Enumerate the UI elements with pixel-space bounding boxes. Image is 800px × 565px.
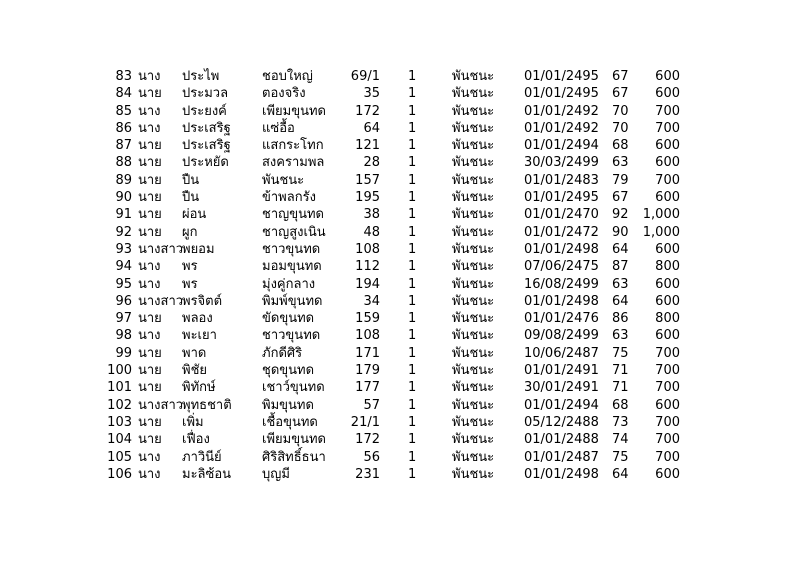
record-number: 92 <box>115 224 132 240</box>
allowance-amount: 700 <box>655 432 680 448</box>
name-title: นาย <box>138 207 162 223</box>
name-title: นาย <box>138 86 162 102</box>
house-number: 159 <box>355 311 380 327</box>
first-name: พร <box>182 259 198 275</box>
table-row <box>0 276 800 293</box>
first-name: พรจิตต์ <box>182 293 223 309</box>
first-name: พิชัย <box>182 363 208 379</box>
house-number: 171 <box>355 345 380 361</box>
name-title: นาย <box>138 345 162 361</box>
age: 74 <box>612 432 629 448</box>
village-number: 1 <box>408 155 417 171</box>
name-title: นาง <box>138 259 161 275</box>
allowance-amount: 700 <box>655 120 680 136</box>
allowance-amount: 700 <box>655 449 680 465</box>
village-number: 1 <box>408 259 417 275</box>
birth-date: 01/01/2487 <box>524 449 599 465</box>
district-name: พันชนะ <box>452 224 495 240</box>
village-number: 1 <box>408 120 417 136</box>
allowance-amount: 600 <box>655 190 680 206</box>
village-number: 1 <box>408 190 417 206</box>
village-number: 1 <box>408 241 417 257</box>
name-title: นาง <box>138 276 161 292</box>
first-name: พลอง <box>182 311 213 327</box>
house-number: 64 <box>363 120 380 136</box>
last-name: ชุดขุนทด <box>262 363 315 379</box>
allowance-amount: 600 <box>655 328 680 344</box>
record-number: 88 <box>115 155 132 171</box>
district-name: พันชนะ <box>452 380 495 396</box>
village-number: 1 <box>408 172 417 188</box>
table-row <box>0 345 800 362</box>
last-name: ขัดขุนทด <box>262 311 315 327</box>
house-number: 108 <box>355 241 380 257</box>
village-number: 1 <box>408 311 417 327</box>
village-number: 1 <box>408 414 417 430</box>
name-title: นางสาว <box>138 241 184 257</box>
district-name: พันชนะ <box>452 432 495 448</box>
age: 64 <box>612 293 629 309</box>
district-name: พันชนะ <box>452 69 495 84</box>
first-name: ประเสริฐ <box>182 120 231 136</box>
last-name: ชาวขุนทด <box>262 328 321 344</box>
house-number: 177 <box>355 380 380 396</box>
district-name: พันชนะ <box>452 449 495 465</box>
age: 63 <box>612 155 629 171</box>
last-name: แสกระโทก <box>262 138 324 154</box>
first-name: พุทธชาติ <box>182 397 232 413</box>
house-number: 172 <box>355 103 380 119</box>
age: 75 <box>612 345 629 361</box>
house-number: 57 <box>363 397 380 413</box>
age: 68 <box>612 138 629 154</box>
first-name: มะลิซ้อน <box>182 466 232 482</box>
birth-date: 05/12/2488 <box>524 414 599 430</box>
age: 87 <box>612 259 629 275</box>
record-number: 98 <box>115 328 132 344</box>
allowance-amount: 700 <box>655 345 680 361</box>
table-row <box>0 449 800 466</box>
birth-date: 09/08/2499 <box>524 328 599 344</box>
allowance-amount: 700 <box>655 414 680 430</box>
last-name: เพียมขุนทด <box>262 103 326 119</box>
record-number: 103 <box>107 414 132 430</box>
birth-date: 01/01/2494 <box>524 138 599 154</box>
first-name: ผูก <box>182 224 198 240</box>
table-row <box>0 68 800 85</box>
first-name: พาด <box>182 345 207 361</box>
house-number: 179 <box>355 363 380 379</box>
first-name: พิทักษ์ <box>182 380 216 396</box>
district-name: พันชนะ <box>452 155 495 171</box>
table-row <box>0 206 800 223</box>
first-name: เฟื่อง <box>182 432 210 448</box>
village-number: 1 <box>408 276 417 292</box>
age: 70 <box>612 103 629 119</box>
last-name: เชาว์ขุนทด <box>262 380 325 396</box>
district-name: พันชนะ <box>452 86 495 102</box>
house-number: 56 <box>363 449 380 465</box>
birth-date: 01/01/2492 <box>524 103 599 119</box>
first-name: พะเยา <box>182 328 217 344</box>
age: 71 <box>612 380 629 396</box>
name-title: นาย <box>138 380 162 396</box>
house-number: 112 <box>355 259 380 275</box>
age: 67 <box>612 69 629 84</box>
allowance-amount: 1,000 <box>642 224 680 240</box>
village-number: 1 <box>408 293 417 309</box>
first-name: เพิ่ม <box>182 414 204 430</box>
record-number: 105 <box>107 449 132 465</box>
allowance-amount: 800 <box>655 259 680 275</box>
allowance-amount: 600 <box>655 293 680 309</box>
last-name: พิมขุนทด <box>262 397 314 413</box>
age: 67 <box>612 190 629 206</box>
record-number: 84 <box>115 86 132 102</box>
record-number: 86 <box>115 120 132 136</box>
village-number: 1 <box>408 380 417 396</box>
table-row <box>0 189 800 206</box>
last-name: สงครามพล <box>262 155 325 171</box>
village-number: 1 <box>408 449 417 465</box>
birth-date: 30/03/2499 <box>524 155 599 171</box>
record-number: 101 <box>107 380 132 396</box>
birth-date: 01/01/2495 <box>524 69 599 84</box>
last-name: แซ่อื้อ <box>262 120 295 136</box>
last-name: ชอบใหญ่ <box>262 69 313 84</box>
record-number: 94 <box>115 259 132 275</box>
table-row <box>0 397 800 414</box>
last-name: พันชนะ <box>262 172 305 188</box>
last-name: มุ่งคู่กลาง <box>262 276 316 292</box>
house-number: 69/1 <box>350 69 380 84</box>
record-number: 93 <box>115 241 132 257</box>
name-title: นาย <box>138 224 162 240</box>
district-name: พันชนะ <box>452 345 495 361</box>
name-title: นาย <box>138 432 162 448</box>
house-number: 108 <box>355 328 380 344</box>
birth-date: 07/06/2475 <box>524 259 599 275</box>
last-name: ศิริสิทธิ์ธนา <box>262 449 326 465</box>
record-number: 97 <box>115 311 132 327</box>
last-name: ภักดีศิริ <box>262 345 303 361</box>
district-name: พันชนะ <box>452 103 495 119</box>
allowance-amount: 600 <box>655 397 680 413</box>
name-title: นาย <box>138 172 162 188</box>
village-number: 1 <box>408 224 417 240</box>
birth-date: 01/01/2498 <box>524 466 599 482</box>
first-name: ภาวินีย์ <box>182 449 222 465</box>
birth-date: 01/01/2472 <box>524 224 599 240</box>
allowance-amount: 600 <box>655 466 680 482</box>
record-number: 90 <box>115 190 132 206</box>
name-title: นาง <box>138 120 161 136</box>
record-number: 100 <box>107 363 132 379</box>
table-row <box>0 293 800 310</box>
table-row <box>0 137 800 154</box>
records-list <box>0 68 800 483</box>
first-name: พร <box>182 276 198 292</box>
name-title: นาง <box>138 449 161 465</box>
name-title: นางสาว <box>138 293 184 309</box>
allowance-amount: 700 <box>655 380 680 396</box>
house-number: 38 <box>363 207 380 223</box>
table-row <box>0 154 800 171</box>
table-row <box>0 431 800 448</box>
district-name: พันชนะ <box>452 207 495 223</box>
table-row <box>0 85 800 102</box>
age: 67 <box>612 86 629 102</box>
allowance-amount: 800 <box>655 311 680 327</box>
age: 75 <box>612 449 629 465</box>
table-row <box>0 327 800 344</box>
district-name: พันชนะ <box>452 241 495 257</box>
birth-date: 10/06/2487 <box>524 345 599 361</box>
birth-date: 01/01/2498 <box>524 241 599 257</box>
birth-date: 01/01/2470 <box>524 207 599 223</box>
district-name: พันชนะ <box>452 397 495 413</box>
birth-date: 01/01/2495 <box>524 190 599 206</box>
birth-date: 16/08/2499 <box>524 276 599 292</box>
village-number: 1 <box>408 328 417 344</box>
table-row <box>0 172 800 189</box>
first-name: ปืน <box>182 172 200 188</box>
record-number: 91 <box>115 207 132 223</box>
name-title: นาย <box>138 138 162 154</box>
district-name: พันชนะ <box>452 120 495 136</box>
name-title: นาง <box>138 466 161 482</box>
name-title: นาย <box>138 155 162 171</box>
village-number: 1 <box>408 207 417 223</box>
village-number: 1 <box>408 397 417 413</box>
last-name: บุญมี <box>262 466 290 482</box>
allowance-amount: 700 <box>655 172 680 188</box>
allowance-amount: 600 <box>655 138 680 154</box>
record-number: 99 <box>115 345 132 361</box>
age: 71 <box>612 363 629 379</box>
last-name: มอมขุนทด <box>262 259 322 275</box>
district-name: พันชนะ <box>452 466 495 482</box>
table-row <box>0 224 800 241</box>
table-row <box>0 362 800 379</box>
age: 92 <box>612 207 629 223</box>
allowance-amount: 600 <box>655 155 680 171</box>
table-row <box>0 466 800 483</box>
birth-date: 01/01/2492 <box>524 120 599 136</box>
age: 68 <box>612 397 629 413</box>
house-number: 157 <box>355 172 380 188</box>
district-name: พันชนะ <box>452 276 495 292</box>
age: 64 <box>612 466 629 482</box>
last-name: ตองจริง <box>262 86 306 102</box>
house-number: 121 <box>355 138 380 154</box>
district-name: พันชนะ <box>452 138 495 154</box>
birth-date: 01/01/2488 <box>524 432 599 448</box>
age: 63 <box>612 276 629 292</box>
last-name: เพียมขุนทด <box>262 432 326 448</box>
birth-date: 01/01/2483 <box>524 172 599 188</box>
district-name: พันชนะ <box>452 328 495 344</box>
last-name: ชาญขุนทด <box>262 207 324 223</box>
allowance-amount: 600 <box>655 276 680 292</box>
table-row <box>0 258 800 275</box>
house-number: 48 <box>363 224 380 240</box>
birth-date: 30/01/2491 <box>524 380 599 396</box>
first-name: ประไพ <box>182 69 220 84</box>
age: 64 <box>612 241 629 257</box>
allowance-amount: 700 <box>655 103 680 119</box>
birth-date: 01/01/2495 <box>524 86 599 102</box>
record-number: 87 <box>115 138 132 154</box>
record-number: 95 <box>115 276 132 292</box>
last-name: พิมพ์ขุนทด <box>262 293 323 309</box>
house-number: 34 <box>363 293 380 309</box>
record-number: 106 <box>107 466 132 482</box>
first-name: ผ่อน <box>182 207 207 223</box>
last-name: เชื้อขุนทด <box>262 414 318 430</box>
house-number: 28 <box>363 155 380 171</box>
record-number: 83 <box>115 69 132 84</box>
allowance-amount: 600 <box>655 241 680 257</box>
village-number: 1 <box>408 69 417 84</box>
allowance-amount: 600 <box>655 69 680 84</box>
allowance-amount: 600 <box>655 86 680 102</box>
village-number: 1 <box>408 466 417 482</box>
name-title: นาย <box>138 414 162 430</box>
house-number: 231 <box>355 466 380 482</box>
age: 90 <box>612 224 629 240</box>
village-number: 1 <box>408 103 417 119</box>
age: 79 <box>612 172 629 188</box>
last-name: ข้าพลกรัง <box>262 190 316 206</box>
district-name: พันชนะ <box>452 259 495 275</box>
record-number: 89 <box>115 172 132 188</box>
name-title: นาง <box>138 103 161 119</box>
record-number: 96 <box>115 293 132 309</box>
name-title: นาง <box>138 69 161 84</box>
district-name: พันชนะ <box>452 190 495 206</box>
village-number: 1 <box>408 138 417 154</box>
table-row <box>0 414 800 431</box>
first-name: ประเสริฐ <box>182 138 231 154</box>
district-name: พันชนะ <box>452 363 495 379</box>
record-number: 85 <box>115 103 132 119</box>
name-title: นาง <box>138 328 161 344</box>
district-name: พันชนะ <box>452 414 495 430</box>
district-name: พันชนะ <box>452 311 495 327</box>
last-name: ชาญสูงเนิน <box>262 224 326 240</box>
name-title: นางสาว <box>138 397 184 413</box>
last-name: ชาวขุนทด <box>262 241 321 257</box>
table-row <box>0 241 800 258</box>
house-number: 21/1 <box>350 414 380 430</box>
age: 63 <box>612 328 629 344</box>
village-number: 1 <box>408 432 417 448</box>
allowance-amount: 700 <box>655 363 680 379</box>
birth-date: 01/01/2494 <box>524 397 599 413</box>
house-number: 194 <box>355 276 380 292</box>
table-row <box>0 120 800 137</box>
table-row <box>0 310 800 327</box>
village-number: 1 <box>408 86 417 102</box>
first-name: ประยงค์ <box>182 103 227 119</box>
table-row <box>0 379 800 396</box>
record-number: 102 <box>107 397 132 413</box>
table-row <box>0 103 800 120</box>
birth-date: 01/01/2491 <box>524 363 599 379</box>
allowance-amount: 1,000 <box>642 207 680 223</box>
village-number: 1 <box>408 345 417 361</box>
first-name: ประมวล <box>182 86 229 102</box>
name-title: นาย <box>138 311 162 327</box>
age: 86 <box>612 311 629 327</box>
age: 70 <box>612 120 629 136</box>
district-name: พันชนะ <box>452 172 495 188</box>
house-number: 172 <box>355 432 380 448</box>
first-name: พยอม <box>182 241 215 257</box>
birth-date: 01/01/2498 <box>524 293 599 309</box>
district-name: พันชนะ <box>452 293 495 309</box>
birth-date: 01/01/2476 <box>524 311 599 327</box>
village-number: 1 <box>408 363 417 379</box>
first-name: ปืน <box>182 190 200 206</box>
age: 73 <box>612 414 629 430</box>
house-number: 35 <box>363 86 380 102</box>
house-number: 195 <box>355 190 380 206</box>
name-title: นาย <box>138 363 162 379</box>
record-number: 104 <box>107 432 132 448</box>
name-title: นาย <box>138 190 162 206</box>
first-name: ประหยัด <box>182 155 229 171</box>
